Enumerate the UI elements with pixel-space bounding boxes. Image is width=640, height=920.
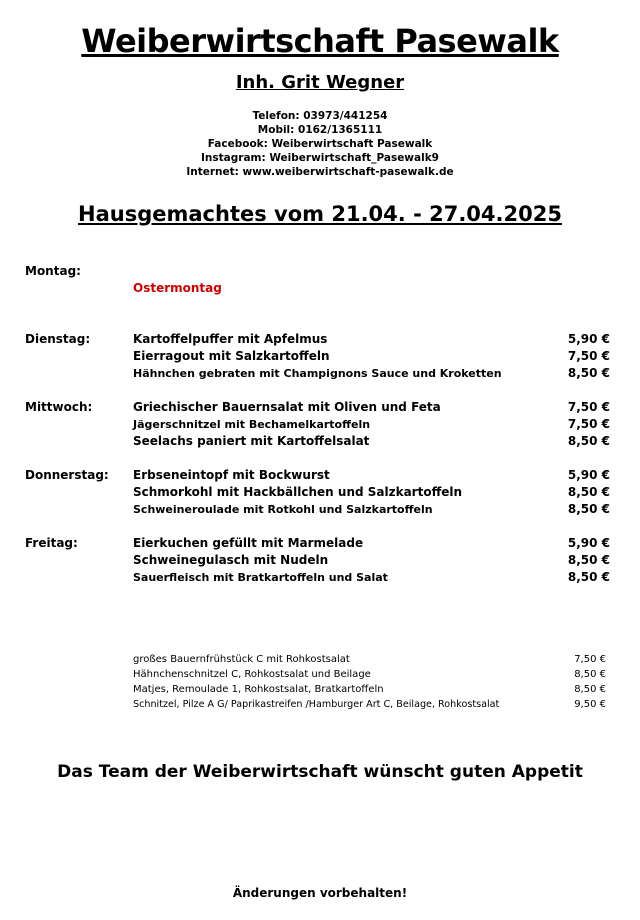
dish-name: Seelachs paniert mit Kartoffelsalat [133,434,370,448]
contact-mobile: Mobil: 0162/1365111 [257,124,383,136]
extra-dish-price: 7,50 € [574,654,606,665]
day-label-mittwoch: Mittwoch: [25,400,93,414]
owner-name: Inh. Grit Wegner [235,72,405,93]
dish-price: 8,50 € [567,502,610,516]
dish-name: Griechischer Bauernsalat mit Oliven und Feta [133,400,441,414]
dish-price: 8,50 € [567,570,610,584]
dish-name: Schweineroulade mit Rotkohl und Salzkartoffeln [133,503,433,516]
page-title: Weiberwirtschaft Pasewalk [81,22,559,60]
closing-message: Das Team der Weiberwirtschaft wünscht guten Appetit [57,762,583,782]
extra-dish-name: Hähnchenschnitzel C, Rohkostsalat und Beilage [133,669,371,680]
day-label-montag: Montag: [25,264,81,278]
extra-dish-name: Schnitzel, Pilze A G/ Paprikastreifen /Hamburger Art C, Beilage, Rohkostsalat [133,699,500,710]
dish-name: Kartoffelpuffer mit Apfelmus [133,332,328,346]
holiday-note: Ostermontag [133,281,222,295]
dish-price: 7,50 € [567,349,610,363]
contact-phone: Telefon: 03973/441254 [252,110,388,122]
changes-note: Änderungen vorbehalten! [232,886,408,900]
day-label-donnerstag: Donnerstag: [25,468,109,482]
extra-dish-price: 9,50 € [574,699,606,710]
dish-price: 8,50 € [567,366,610,380]
dish-name: Jägerschnitzel mit Bechamelkartoffeln [133,418,371,431]
contact-instagram: Instagram: Weiberwirtschaft_Pasewalk9 [201,152,439,164]
contact-facebook: Facebook: Weiberwirtschaft Pasewalk [207,138,433,150]
dish-price: 8,50 € [567,434,610,448]
dish-price: 7,50 € [567,400,610,414]
day-label-dienstag: Dienstag: [25,332,91,346]
extra-dish-price: 8,50 € [574,669,606,680]
dish-name: Hähnchen gebraten mit Champignons Sauce und Kroketten [133,367,502,380]
week-heading: Hausgemachtes vom 21.04. - 27.04.2025 [78,202,562,226]
dish-name: Erbseneintopf mit Bockwurst [133,468,330,482]
dish-price: 8,50 € [567,485,610,499]
dish-price: 7,50 € [567,417,610,431]
day-label-freitag: Freitag: [25,536,78,550]
dish-name: Schweinegulasch mit Nudeln [133,553,329,567]
dish-name: Eierkuchen gefüllt mit Marmelade [133,536,364,550]
dish-name: Eierragout mit Salzkartoffeln [133,349,330,363]
dish-price: 8,50 € [567,553,610,567]
dish-name: Sauerfleisch mit Bratkartoffeln und Salat [133,571,388,584]
extra-dish-name: großes Bauernfrühstück C mit Rohkostsalat [133,654,350,665]
dish-name: Schmorkohl mit Hackbällchen und Salzkartoffeln [133,485,463,499]
dish-price: 5,90 € [567,536,610,550]
dish-price: 5,90 € [567,332,610,346]
dish-price: 5,90 € [567,468,610,482]
extra-dish-price: 8,50 € [574,684,606,695]
contact-internet: Internet: www.weiberwirtschaft-pasewalk.de [186,166,454,178]
extra-dish-name: Matjes, Remoulade 1, Rohkostsalat, Bratkartoffeln [133,684,384,695]
